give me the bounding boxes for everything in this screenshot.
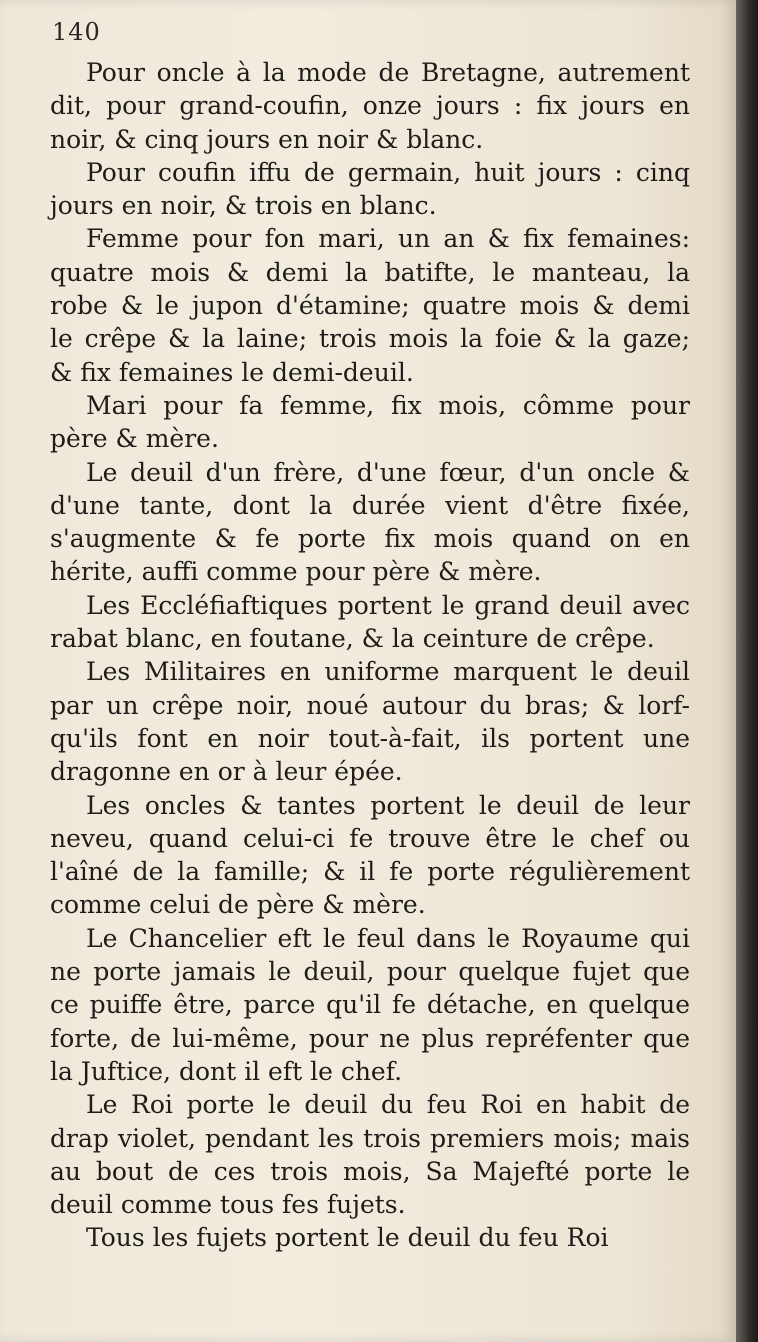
paragraph	[50, 1088, 690, 1221]
text-line: Le Chancelier eft le feul dans le Royaume qui	[86, 923, 690, 953]
text-line: dit, pour grand-coufin, onze jours : fix jours en	[50, 91, 690, 121]
text-line: Femme pour fon mari, un an & fix femaines:	[86, 224, 690, 254]
text-line: Mari pour fa femme, fix mois, cômme pour	[86, 390, 690, 420]
paragraph	[50, 389, 690, 456]
text-line: hérite, auffi comme pour père & mère.	[50, 557, 542, 587]
text-line: Le deuil d'un frère, d'une fœur, d'un oncle &	[86, 457, 690, 487]
paragraph	[50, 222, 690, 388]
text-line: comme celui de père & mère.	[50, 890, 426, 920]
text-line: noir, & cinq jours en noir & blanc.	[50, 124, 484, 154]
text-line: au bout de ces trois mois, Sa Majefté porte le	[50, 1156, 690, 1186]
text-line: Les Militaires en uniforme marquent le deuil	[86, 657, 690, 687]
text-line: jours en noir, & trois en blanc.	[50, 191, 437, 221]
text-line: forte, de lui-même, pour ne plus repréfenter que	[50, 1023, 690, 1053]
text-line: Tous les fujets portent le deuil du feu Roi	[86, 1223, 609, 1253]
text-line: quatre mois & demi la batifte, le manteau, la	[50, 257, 690, 287]
text-line: la Juftice, dont il eft le chef.	[50, 1056, 403, 1086]
page-edge-shadow	[736, 0, 758, 1342]
text-line: Pour coufin iffu de germain, huit jours : cinq	[86, 157, 690, 187]
text-line: ne porte jamais le deuil, pour quelque fujet que	[50, 957, 690, 987]
text-line: ce puiffe être, parce qu'il fe détache, en quelque	[50, 990, 690, 1020]
text-line: qu'ils font en noir tout-à-fait, ils portent une	[50, 723, 690, 753]
paragraph	[50, 156, 690, 223]
text-line: Les Eccléfiaftiques portent le grand deuil avec	[86, 590, 690, 620]
paragraph	[50, 922, 690, 1088]
paragraph	[50, 589, 690, 656]
text-line: le crêpe & la laine; trois mois la foie & la gaze;	[50, 324, 690, 354]
text-line: deuil comme tous fes fujets.	[50, 1190, 406, 1220]
paragraph	[50, 456, 690, 589]
text-line: par un crêpe noir, noué autour du bras; & lorf-	[50, 690, 690, 720]
text-line: Le Roi porte le deuil du feu Roi en habit de	[86, 1090, 690, 1120]
text-line: & fix femaines le demi-deuil.	[50, 357, 414, 387]
text-line: Pour oncle à la mode de Bretagne, autrement	[86, 58, 690, 87]
text-line: rabat blanc, en foutane, & la ceinture de crêpe.	[50, 624, 655, 654]
page-text	[50, 56, 690, 1255]
text-line: robe & le jupon d'étamine; quatre mois & demi	[50, 291, 690, 321]
text-line: drap violet, pendant les trois premiers mois; mais	[50, 1123, 690, 1153]
text-line: s'augmente & fe porte fix mois quand on en	[50, 524, 690, 554]
text-line: père & mère.	[50, 424, 219, 454]
paragraph	[50, 1221, 690, 1254]
page-number: 140	[52, 18, 101, 46]
paragraph	[50, 789, 690, 922]
text-line: dragonne en or à leur épée.	[50, 757, 403, 787]
paragraph	[50, 655, 690, 788]
text-line: d'une tante, dont la durée vient d'être fixée,	[50, 490, 690, 520]
text-line: l'aîné de la famille; & il fe porte régulièrement	[50, 857, 690, 887]
paragraph	[50, 56, 690, 156]
text-line: neveu, quand celui-ci fe trouve être le chef ou	[50, 823, 690, 853]
text-line: Les oncles & tantes portent le deuil de leur	[86, 790, 690, 820]
